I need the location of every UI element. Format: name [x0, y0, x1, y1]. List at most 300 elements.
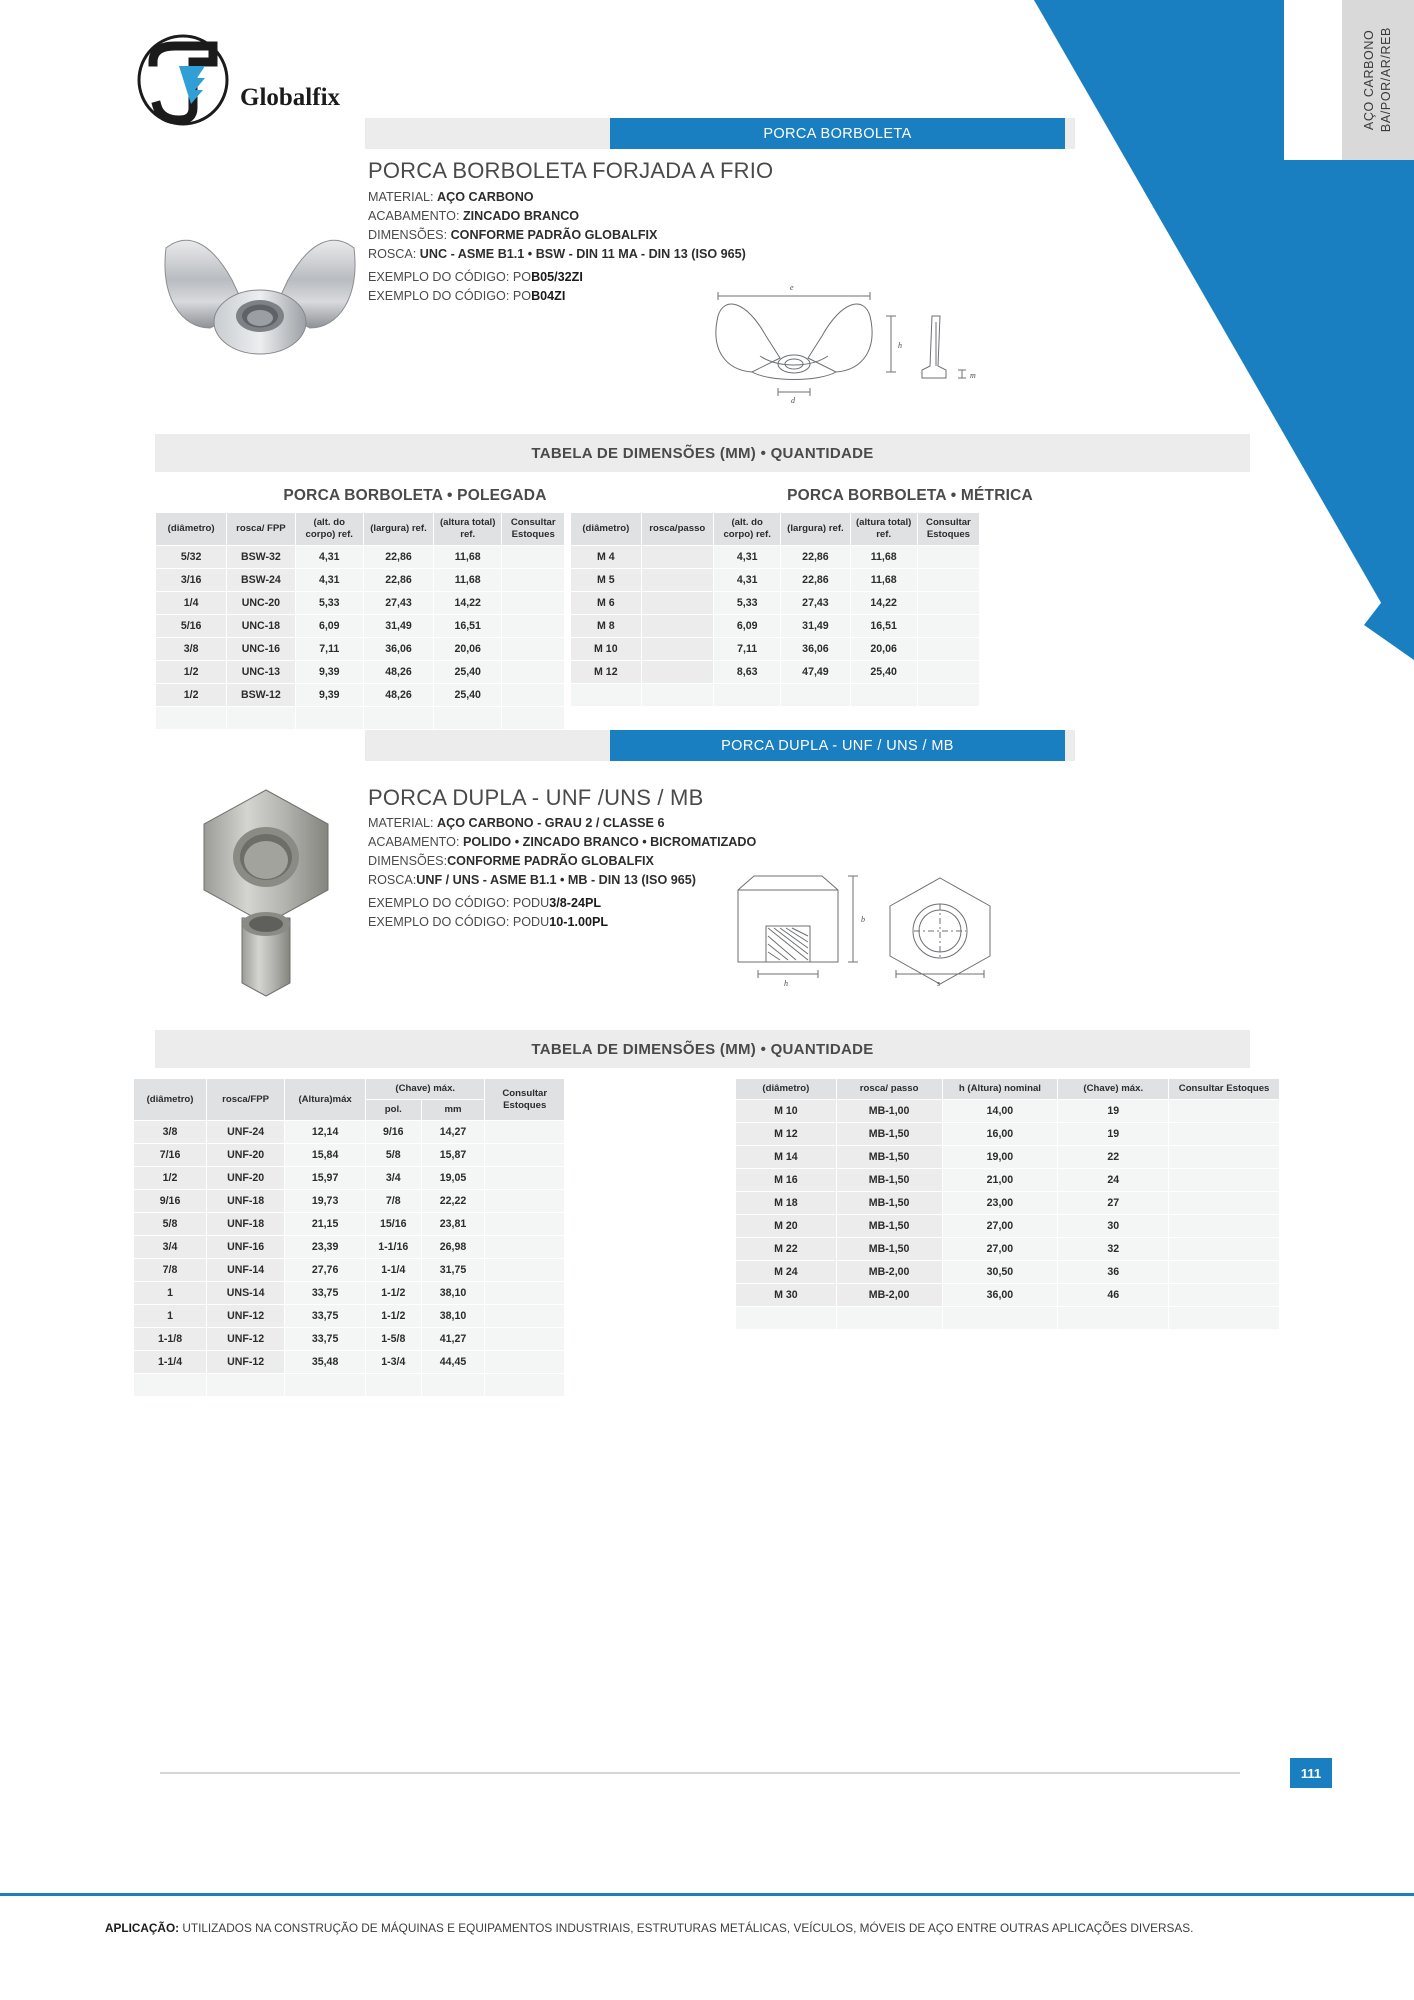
section-2-left-table-body: [134, 1121, 565, 1397]
th: (diâmetro): [134, 1079, 207, 1121]
table-cell: UNF-18: [207, 1190, 285, 1213]
table-row-empty: [736, 1307, 1280, 1330]
example-code: 10-1.00PL: [549, 915, 609, 929]
th: (largura) ref.: [781, 513, 850, 546]
spec-label: DIMENSÕES:: [368, 854, 448, 868]
table-cell: UNF-12: [207, 1305, 285, 1328]
table-cell: 27,43: [781, 592, 850, 615]
th: (diâmetro): [156, 513, 227, 546]
table-header-row: [156, 513, 565, 546]
table-row-empty: [571, 684, 980, 707]
table-cell: [421, 1374, 485, 1397]
table-cell: [502, 684, 565, 707]
spec-label: MATERIAL:: [368, 816, 434, 830]
spec-label: DIMENSÕES:: [368, 228, 448, 242]
table-cell: 15,84: [285, 1144, 366, 1167]
table-cell: 14,27: [421, 1121, 485, 1144]
table-row-empty: [134, 1374, 565, 1397]
table-row: [736, 1261, 1280, 1284]
table-cell: UNF-16: [207, 1236, 285, 1259]
th: (Chave) máx.: [1058, 1079, 1169, 1100]
section-1-examples: [368, 268, 583, 306]
spec-label: MATERIAL:: [368, 190, 434, 204]
footer-label: APLICAÇÃO:: [105, 1921, 180, 1935]
table-cell: M 8: [571, 615, 642, 638]
table-cell: MB-1,00: [836, 1100, 942, 1123]
table-cell: 19,00: [942, 1146, 1058, 1169]
table-row: [736, 1169, 1280, 1192]
table-header-row: [736, 1079, 1280, 1100]
table-cell: 1-1/4: [134, 1351, 207, 1374]
wing-nut-photo: [150, 218, 370, 378]
table-cell: [1169, 1123, 1280, 1146]
table-cell: [485, 1121, 565, 1144]
table-row: [156, 638, 565, 661]
table-cell: [917, 569, 979, 592]
table-cell: [836, 1307, 942, 1330]
spec-label: ACABAMENTO:: [368, 835, 460, 849]
table-cell: 27,76: [285, 1259, 366, 1282]
table-cell: 25,40: [850, 661, 917, 684]
table-cell: 25,40: [433, 661, 501, 684]
table-cell: [1169, 1284, 1280, 1307]
table-cell: [641, 661, 713, 684]
footer-text: UTILIZADOS NA CONSTRUÇÃO DE MÁQUINAS E EQUIPAMENTOS INDUSTRIAIS, ESTRUTURAS METÁLICAS, VEÍCULOS, MÓVEIS DE AÇO ENTRE OUTRAS APLICAÇÕES DIVERSAS.: [179, 1921, 1194, 1935]
section-2-examples: [368, 894, 608, 932]
example-code: B05/32ZI: [531, 270, 583, 284]
table-cell: 3/4: [366, 1167, 422, 1190]
table-cell: 14,22: [433, 592, 501, 615]
table-row: [156, 661, 565, 684]
table-row: [571, 638, 980, 661]
table-cell: M 18: [736, 1192, 837, 1215]
table-cell: 8,63: [713, 661, 780, 684]
table-cell: [641, 615, 713, 638]
table-cell: 4,31: [713, 546, 780, 569]
table-row-empty: [156, 707, 565, 730]
table-cell: [1169, 1169, 1280, 1192]
th: (altura total) ref.: [433, 513, 501, 546]
table-cell: 1: [134, 1282, 207, 1305]
table-cell: [736, 1307, 837, 1330]
table-cell: [1169, 1146, 1280, 1169]
table-cell: 22,86: [781, 546, 850, 569]
table-cell: [502, 615, 565, 638]
table-cell: [942, 1307, 1058, 1330]
table-cell: 23,00: [942, 1192, 1058, 1215]
table-cell: 4,31: [295, 546, 364, 569]
table-cell: [1169, 1192, 1280, 1215]
table-cell: UNC-18: [227, 615, 295, 638]
table-cell: [156, 707, 227, 730]
table-cell: 20,06: [433, 638, 501, 661]
table-cell: 19,73: [285, 1190, 366, 1213]
example-code: B04ZI: [531, 289, 566, 303]
section-1-table-band: TABELA DE DIMENSÕES (MM) • QUANTIDADE: [155, 434, 1250, 472]
spec-label: ROSCA:: [368, 873, 417, 887]
table-cell: 14,22: [850, 592, 917, 615]
table-cell: 6,09: [713, 615, 780, 638]
table-cell: [641, 546, 713, 569]
table-row: [736, 1215, 1280, 1238]
table-cell: [502, 592, 565, 615]
table-cell: MB-1,50: [836, 1123, 942, 1146]
example-code: 3/8-24PL: [549, 896, 602, 910]
table-cell: 7,11: [713, 638, 780, 661]
table-cell: 23,81: [421, 1213, 485, 1236]
table-row: [156, 592, 565, 615]
table-cell: 5,33: [295, 592, 364, 615]
table-cell: UNF-20: [207, 1167, 285, 1190]
table-cell: 31,49: [781, 615, 850, 638]
table-cell: 1-1/8: [134, 1328, 207, 1351]
table-cell: 11,68: [850, 546, 917, 569]
table-cell: 9/16: [366, 1121, 422, 1144]
table-cell: [1169, 1261, 1280, 1284]
table-cell: 4,31: [295, 569, 364, 592]
table-cell: [433, 707, 501, 730]
table-cell: [485, 1144, 565, 1167]
spec-value: POLIDO • ZINCADO BRANCO • BICROMATIZADO: [462, 835, 757, 849]
table-row: [736, 1238, 1280, 1261]
table-cell: 5/16: [156, 615, 227, 638]
page-rule: [160, 1772, 1240, 1774]
table-cell: 1-1/2: [366, 1282, 422, 1305]
table-cell: [713, 684, 780, 707]
table-cell: [781, 684, 850, 707]
th: (altura total) ref.: [850, 513, 917, 546]
table-cell: M 24: [736, 1261, 837, 1284]
table-cell: 1/2: [134, 1167, 207, 1190]
table-cell: M 12: [736, 1123, 837, 1146]
table-row: [134, 1144, 565, 1167]
table-cell: 5/8: [134, 1213, 207, 1236]
th: Consultar Estoques: [1169, 1079, 1280, 1100]
table-cell: 12,14: [285, 1121, 366, 1144]
table-cell: 30: [1058, 1215, 1169, 1238]
section-2-left-table: [133, 1078, 565, 1397]
table-cell: 5/32: [156, 546, 227, 569]
table-cell: MB-1,50: [836, 1169, 942, 1192]
page-number: 111: [1290, 1758, 1332, 1788]
table-cell: [917, 615, 979, 638]
footer-divider: [0, 1893, 1414, 1896]
section-2-titlebar: [365, 730, 1275, 761]
table-cell: 1-3/4: [366, 1351, 422, 1374]
spec-value: ZINCADO BRANCO: [462, 209, 580, 223]
table-row: [736, 1100, 1280, 1123]
table-cell: [366, 1374, 422, 1397]
table-cell: 5,33: [713, 592, 780, 615]
table-cell: 38,10: [421, 1305, 485, 1328]
table-cell: 15/16: [366, 1213, 422, 1236]
table-cell: 36,06: [364, 638, 434, 661]
table-row: [736, 1146, 1280, 1169]
table-cell: 38,10: [421, 1282, 485, 1305]
table-cell: [502, 661, 565, 684]
table-cell: BSW-32: [227, 546, 295, 569]
table-cell: [1058, 1307, 1169, 1330]
table-row: [156, 569, 565, 592]
table-cell: [850, 684, 917, 707]
table-cell: [641, 569, 713, 592]
table-cell: 33,75: [285, 1305, 366, 1328]
table-cell: 1-1/16: [366, 1236, 422, 1259]
table-cell: UNF-18: [207, 1213, 285, 1236]
th: h (Altura) nominal: [942, 1079, 1058, 1100]
table-cell: BSW-24: [227, 569, 295, 592]
table-cell: 7/16: [134, 1144, 207, 1167]
table-cell: 7/8: [134, 1259, 207, 1282]
table-cell: 24: [1058, 1169, 1169, 1192]
example-label: EXEMPLO DO CÓDIGO: PO: [368, 270, 532, 284]
table-cell: 41,27: [421, 1328, 485, 1351]
table-cell: 1/4: [156, 592, 227, 615]
spec-label: ROSCA:: [368, 247, 417, 261]
table-row: [736, 1284, 1280, 1307]
table-cell: 9/16: [134, 1190, 207, 1213]
table-cell: 4,31: [713, 569, 780, 592]
table-row: [156, 546, 565, 569]
table-cell: UNF-12: [207, 1328, 285, 1351]
table-row: [134, 1121, 565, 1144]
section-1-title: PORCA BORBOLETA FORJADA A FRIO: [368, 158, 774, 183]
table-cell: [485, 1236, 565, 1259]
table-cell: 30,50: [942, 1261, 1058, 1284]
table-row: [134, 1167, 565, 1190]
section-1-left-table-caption: PORCA BORBOLETA • POLEGADA: [283, 487, 547, 504]
table-cell: 23,39: [285, 1236, 366, 1259]
table-cell: 16,51: [850, 615, 917, 638]
table-cell: 31,49: [364, 615, 434, 638]
th: pol.: [366, 1100, 422, 1121]
table-cell: [485, 1213, 565, 1236]
table-cell: [485, 1282, 565, 1305]
section-1-right-table: [570, 512, 980, 707]
table-cell: 3/16: [156, 569, 227, 592]
table-cell: [207, 1374, 285, 1397]
table-cell: M 22: [736, 1238, 837, 1261]
table-row: [134, 1351, 565, 1374]
table-cell: 32: [1058, 1238, 1169, 1261]
table-cell: UNF-24: [207, 1121, 285, 1144]
table-row: [134, 1236, 565, 1259]
table-cell: 19,05: [421, 1167, 485, 1190]
table-cell: [485, 1167, 565, 1190]
table-cell: 16,00: [942, 1123, 1058, 1146]
table-cell: M 14: [736, 1146, 837, 1169]
wing-nut-technical-drawing: [700, 278, 990, 403]
svg-text:h: h: [898, 341, 902, 350]
th: Consultar Estoques: [485, 1079, 565, 1121]
th: mm: [421, 1100, 485, 1121]
table-cell: [917, 684, 979, 707]
table-row: [134, 1259, 565, 1282]
table-cell: UNF-12: [207, 1351, 285, 1374]
table-cell: M 6: [571, 592, 642, 615]
table-cell: 1/2: [156, 661, 227, 684]
table-cell: MB-1,50: [836, 1146, 942, 1169]
table-cell: 3/4: [134, 1236, 207, 1259]
table-cell: [502, 638, 565, 661]
table-cell: 26,98: [421, 1236, 485, 1259]
th: (diâmetro): [571, 513, 642, 546]
table-cell: 19: [1058, 1123, 1169, 1146]
section-1-tab-label: PORCA BORBOLETA: [763, 125, 912, 142]
example-label: EXEMPLO DO CÓDIGO: PODU: [368, 915, 550, 929]
section-2-right-table-body: [736, 1100, 1280, 1330]
table-cell: [295, 707, 364, 730]
table-cell: UNC-20: [227, 592, 295, 615]
table-cell: 5/8: [366, 1144, 422, 1167]
section-1-left-table-body: [156, 546, 565, 730]
table-cell: [1169, 1238, 1280, 1261]
spec-value: UNF / UNS - ASME B1.1 • MB - DIN 13 (ISO 965): [416, 873, 696, 887]
table-row: [134, 1328, 565, 1351]
table-cell: BSW-12: [227, 684, 295, 707]
table-cell: 44,45: [421, 1351, 485, 1374]
th: (diâmetro): [736, 1079, 837, 1100]
table-cell: [485, 1351, 565, 1374]
table-row: [156, 615, 565, 638]
table-cell: M 30: [736, 1284, 837, 1307]
table-cell: [485, 1259, 565, 1282]
table-cell: 22,86: [781, 569, 850, 592]
table-header-row: [571, 513, 980, 546]
table-cell: 16,51: [433, 615, 501, 638]
table-cell: 48,26: [364, 684, 434, 707]
table-cell: 15,87: [421, 1144, 485, 1167]
section-2-table-band: TABELA DE DIMENSÕES (MM) • QUANTIDADE: [155, 1030, 1250, 1068]
table-cell: 27,00: [942, 1238, 1058, 1261]
table-cell: [1169, 1100, 1280, 1123]
spec-label: ACABAMENTO:: [368, 209, 460, 223]
table-cell: 22,86: [364, 546, 434, 569]
th: rosca/ FPP: [227, 513, 295, 546]
table-cell: 31,75: [421, 1259, 485, 1282]
table-cell: 6,09: [295, 615, 364, 638]
table-cell: [917, 546, 979, 569]
table-cell: M 16: [736, 1169, 837, 1192]
table-header-row: [134, 1079, 565, 1100]
double-nut-technical-drawing: [718, 866, 1008, 986]
table-cell: [502, 546, 565, 569]
example-label: EXEMPLO DO CÓDIGO: PODU: [368, 896, 550, 910]
table-cell: [917, 661, 979, 684]
spec-value: UNC - ASME B1.1 • BSW - DIN 11 MA - DIN 13 (ISO 965): [419, 247, 746, 261]
table-cell: [641, 592, 713, 615]
table-cell: 9,39: [295, 684, 364, 707]
table-cell: 22,22: [421, 1190, 485, 1213]
side-tab-line1: AÇO CARBONO: [1362, 29, 1376, 131]
table-cell: 33,75: [285, 1282, 366, 1305]
th: rosca/ passo: [836, 1079, 942, 1100]
svg-text:h: h: [784, 979, 788, 986]
th: (alt. do corpo) ref.: [713, 513, 780, 546]
table-cell: [134, 1374, 207, 1397]
table-row: [134, 1282, 565, 1305]
svg-text:d: d: [791, 396, 795, 403]
table-cell: MB-1,50: [836, 1192, 942, 1215]
th: (largura) ref.: [364, 513, 434, 546]
table-row: [134, 1190, 565, 1213]
table-cell: 35,48: [285, 1351, 366, 1374]
table-cell: 27,00: [942, 1215, 1058, 1238]
table-cell: 48,26: [364, 661, 434, 684]
section-2-right-table: [735, 1078, 1280, 1330]
table-cell: 33,75: [285, 1328, 366, 1351]
section-1-right-table-caption: PORCA BORBOLETA • MÉTRICA: [787, 487, 1033, 504]
table-cell: UNS-14: [207, 1282, 285, 1305]
table-cell: UNC-13: [227, 661, 295, 684]
table-cell: [485, 1328, 565, 1351]
table-row: [156, 684, 565, 707]
side-tab-category: [1342, 0, 1414, 160]
table-cell: 3/8: [134, 1121, 207, 1144]
table-cell: [1169, 1215, 1280, 1238]
table-cell: [227, 707, 295, 730]
table-cell: [485, 1374, 565, 1397]
table-cell: 36: [1058, 1261, 1169, 1284]
table-cell: 22: [1058, 1146, 1169, 1169]
section-1-titlebar: [365, 118, 1275, 149]
table-cell: 19: [1058, 1100, 1169, 1123]
table-cell: [502, 707, 565, 730]
table-cell: MB-1,50: [836, 1215, 942, 1238]
table-row: [571, 661, 980, 684]
svg-text:b: b: [861, 915, 865, 924]
table-cell: [641, 684, 713, 707]
table-row: [571, 615, 980, 638]
table-cell: [485, 1190, 565, 1213]
spec-value: CONFORME PADRÃO GLOBALFIX: [447, 854, 654, 868]
example-label: EXEMPLO DO CÓDIGO: PO: [368, 289, 532, 303]
th: (alt. do corpo) ref.: [295, 513, 364, 546]
table-cell: 27: [1058, 1192, 1169, 1215]
table-cell: UNF-20: [207, 1144, 285, 1167]
table-cell: 21,00: [942, 1169, 1058, 1192]
svg-text:s: s: [937, 979, 941, 986]
table-cell: 14,00: [942, 1100, 1058, 1123]
table-cell: 7,11: [295, 638, 364, 661]
double-nut-photo: [178, 778, 353, 1008]
table-cell: [1169, 1307, 1280, 1330]
spec-value: AÇO CARBONO: [437, 190, 534, 204]
table-cell: MB-2,00: [836, 1284, 942, 1307]
table-cell: 36,06: [781, 638, 850, 661]
table-cell: 47,49: [781, 661, 850, 684]
table-cell: 1-1/2: [366, 1305, 422, 1328]
table-cell: 22,86: [364, 569, 434, 592]
table-cell: 7/8: [366, 1190, 422, 1213]
table-cell: 21,15: [285, 1213, 366, 1236]
table-cell: [917, 638, 979, 661]
table-cell: 20,06: [850, 638, 917, 661]
brand-name: Globalfix: [240, 84, 341, 111]
footer-note: [105, 1918, 1305, 1938]
th: Consultar Estoques: [502, 513, 565, 546]
th: rosca/FPP: [207, 1079, 285, 1121]
table-row: [571, 546, 980, 569]
table-cell: UNF-14: [207, 1259, 285, 1282]
table-cell: [641, 638, 713, 661]
th: (Altura)máx: [285, 1079, 366, 1121]
table-cell: MB-1,50: [836, 1238, 942, 1261]
section-1-left-table: [155, 512, 565, 730]
table-cell: 1: [134, 1305, 207, 1328]
table-cell: M 5: [571, 569, 642, 592]
table-cell: 46: [1058, 1284, 1169, 1307]
